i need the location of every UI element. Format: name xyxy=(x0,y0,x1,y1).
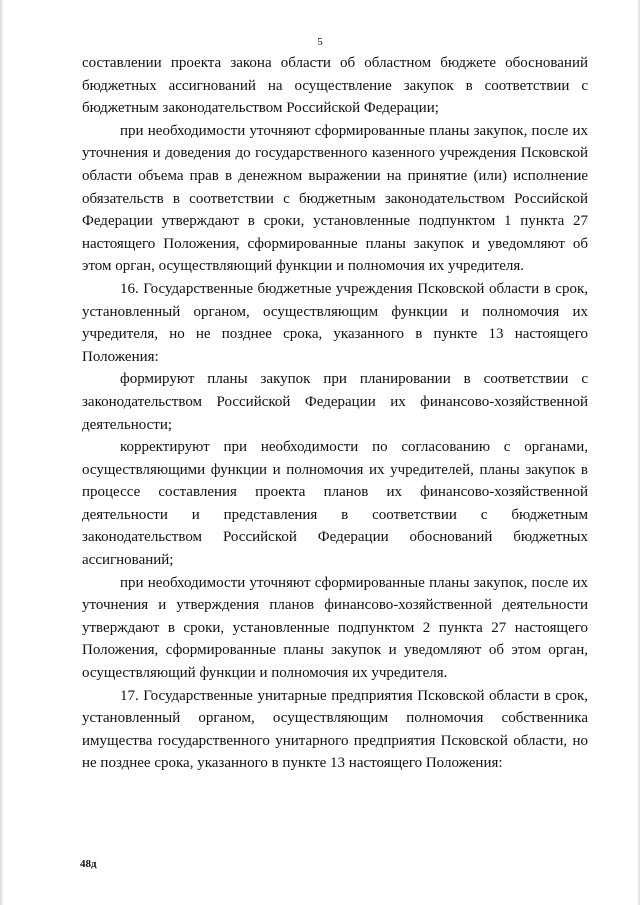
scan-edge-left xyxy=(0,0,4,905)
paragraph-continuation: составлении проекта закона области об областном бюджете обоснований бюджетных ассигнований на осуществление закупок в соответствии с бюджетным законодательством Российской Федерации; xyxy=(82,55,588,117)
document-body xyxy=(82,52,588,775)
footer-code: 48д xyxy=(80,858,97,870)
paragraph-refine-plans-kazennye: при необходимости уточняют сформированные планы закупок, после их уточнения и доведения до государственного казенного учреждения Псковской области объема прав в денежном выражении на принятие (или) исполнение обязательств в соответствии с бюджетным законодательством Российской Федерации утверждают в сроки, установленные подпунктом 1 пункта 27 настоящего Положения, сформированные планы закупок и уведомляют об этом орган, осуществляющий функции и полномочия их учредителя. xyxy=(82,122,588,275)
paragraph-correct-plans: корректируют при необходимости по согласованию с органами, осуществляющими функции и полномочия их учредителей, планы закупок в процессе составления проекта планов их финансово-хозяйственной деятельности и представления в соответствии с бюджетным законодательством Российской Федерации обоснований бюджетных ассигнований; xyxy=(82,439,588,569)
paragraph-section-16: 16. Государственные бюджетные учреждения Псковской области в срок, установленный органом, осуществляющим функции и полномочия их учредителя, но не позднее срока, указанного в пункте 13 настоящего Положения: xyxy=(82,280,588,365)
paragraph-section-17: 17. Государственные унитарные предприятия Псковской области в срок, установленный органом, осуществляющим полномочия собственника имущества государственного унитарного предприятия Псковской области, но не позднее срока, указанного в пункте 13 настоящего Положения: xyxy=(82,687,588,772)
paragraph-form-plans: формируют планы закупок при планировании в соответствии с законодательством Российской Федерации их финансово-хозяйственной деятельности; xyxy=(82,371,588,433)
paragraph-refine-plans-budget: при необходимости уточняют сформированные планы закупок, после их уточнения и утверждения планов финансово-хозяйственной деятельности утверждают в сроки, установленные подпунктом 2 пункта 27 настоящего Положения, сформированные планы закупок и уведомляют об этом орган, осуществляющий функции и полномочия их учредителя. xyxy=(82,574,588,682)
page-number: 5 xyxy=(317,36,323,48)
